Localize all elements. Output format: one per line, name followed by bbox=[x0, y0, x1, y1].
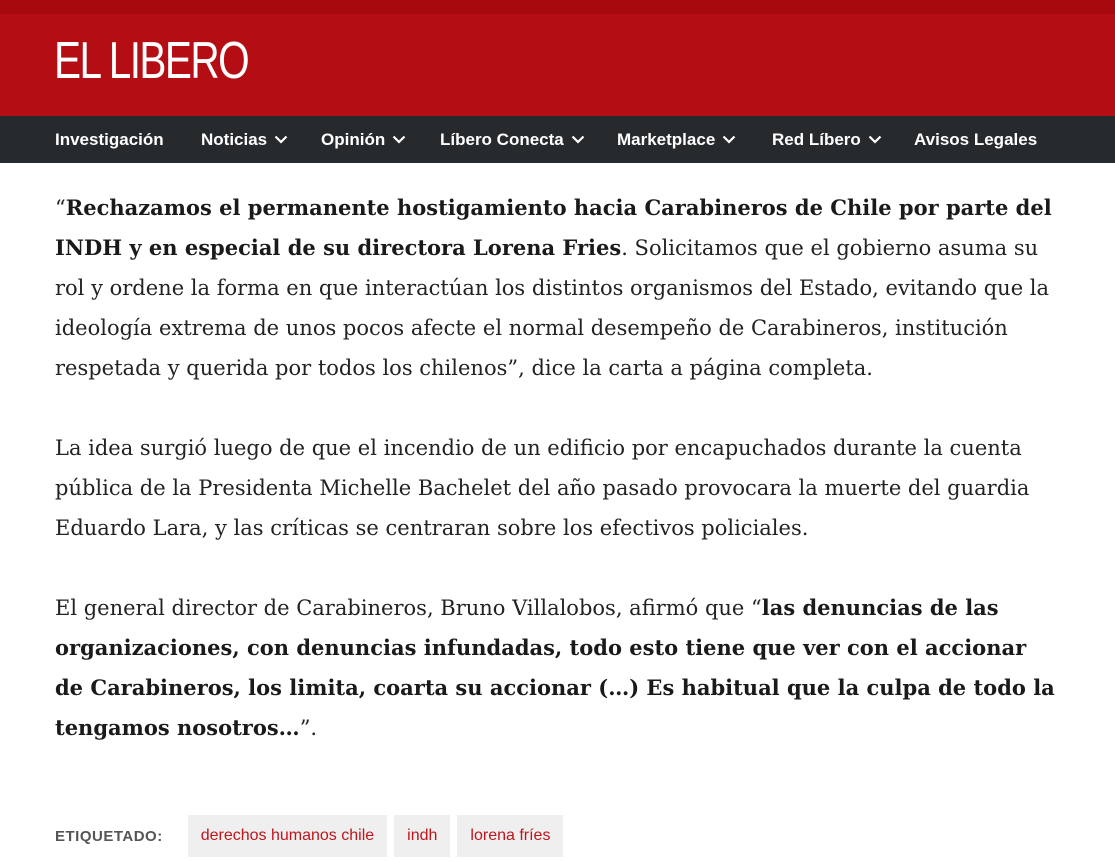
article-quote-bold: Rechazamos el permanente hostigamiento hacia Carabineros de Chile por parte del INDH y en especial de su directora Lorena Fries bbox=[55, 195, 1052, 260]
nav-item-label: Avisos Legales bbox=[914, 130, 1038, 149]
nav-item-label: Red Líbero bbox=[772, 130, 861, 149]
article-quote-bold: las denuncias de las organizaciones, con denuncias infundadas, todo esto tiene que ver con el accionar de Carabineros, los limita, coarta su accionar (…) Es habitual que la culpa de todo la tengamos nosotros… bbox=[55, 595, 1055, 740]
nav-item-investigacion[interactable] bbox=[55, 116, 164, 163]
chevron-down-icon bbox=[392, 135, 406, 144]
article-paragraph-1 bbox=[55, 188, 1055, 388]
nav-item-label: Líbero Conecta bbox=[440, 130, 564, 149]
chevron-down-icon bbox=[274, 135, 288, 144]
open-quote: “ bbox=[55, 196, 66, 220]
nav-item-marketplace[interactable] bbox=[617, 116, 736, 163]
nav-item-avisos-legales[interactable] bbox=[914, 116, 1037, 163]
tags-label: ETIQUETADO: bbox=[55, 827, 163, 845]
chevron-down-icon bbox=[571, 135, 585, 144]
nav-item-opinion[interactable] bbox=[321, 116, 406, 163]
article-paragraph-2: La idea surgió luego de que el incendio de un edificio por encapuchados durante la cuenta pública de la Presidenta Michelle Bachelet del año pasado provocara la muerte del guardia Eduardo Lara, y las críticas se centraran sobre los efectivos policiales. bbox=[55, 436, 1030, 540]
nav-item-red-libero[interactable] bbox=[772, 116, 882, 163]
tag-lorena-fries[interactable]: lorena fríes bbox=[457, 815, 563, 857]
nav-item-label: Investigación bbox=[55, 130, 164, 149]
chevron-down-icon bbox=[868, 135, 882, 144]
article-text: . Solicitamos que el gobierno asuma su rol y ordene la forma en que interactúan los distintos organismos del Estado, evitando que la ideología extrema de unos pocos afecte el normal desempeño de Carabineros, institución respetada y querida por todos los chilenos”, dice la carta a página completa. bbox=[55, 236, 1050, 380]
nav-item-label: Opinión bbox=[321, 130, 386, 149]
article-body bbox=[55, 188, 1055, 748]
site-logo[interactable]: EL LIBERO bbox=[54, 32, 249, 90]
chevron-down-icon bbox=[722, 135, 736, 144]
article-tags bbox=[55, 815, 570, 857]
nav-item-noticias[interactable] bbox=[201, 116, 288, 163]
article-text: ”. bbox=[299, 716, 318, 740]
tag-derechos-humanos-chile[interactable]: derechos humanos chile bbox=[188, 815, 387, 857]
main-nav bbox=[0, 116, 1115, 163]
article-text: El general director de Carabineros, Bruno Villalobos, afirmó que “ bbox=[55, 596, 762, 620]
article-paragraph-3 bbox=[55, 588, 1055, 748]
nav-item-label: Noticias bbox=[201, 130, 268, 149]
tag-indh[interactable]: indh bbox=[394, 815, 450, 857]
nav-item-label: Marketplace bbox=[617, 130, 716, 149]
site-header bbox=[0, 0, 1115, 116]
header-top-band bbox=[0, 0, 1115, 14]
nav-item-libero-conecta[interactable] bbox=[440, 116, 585, 163]
